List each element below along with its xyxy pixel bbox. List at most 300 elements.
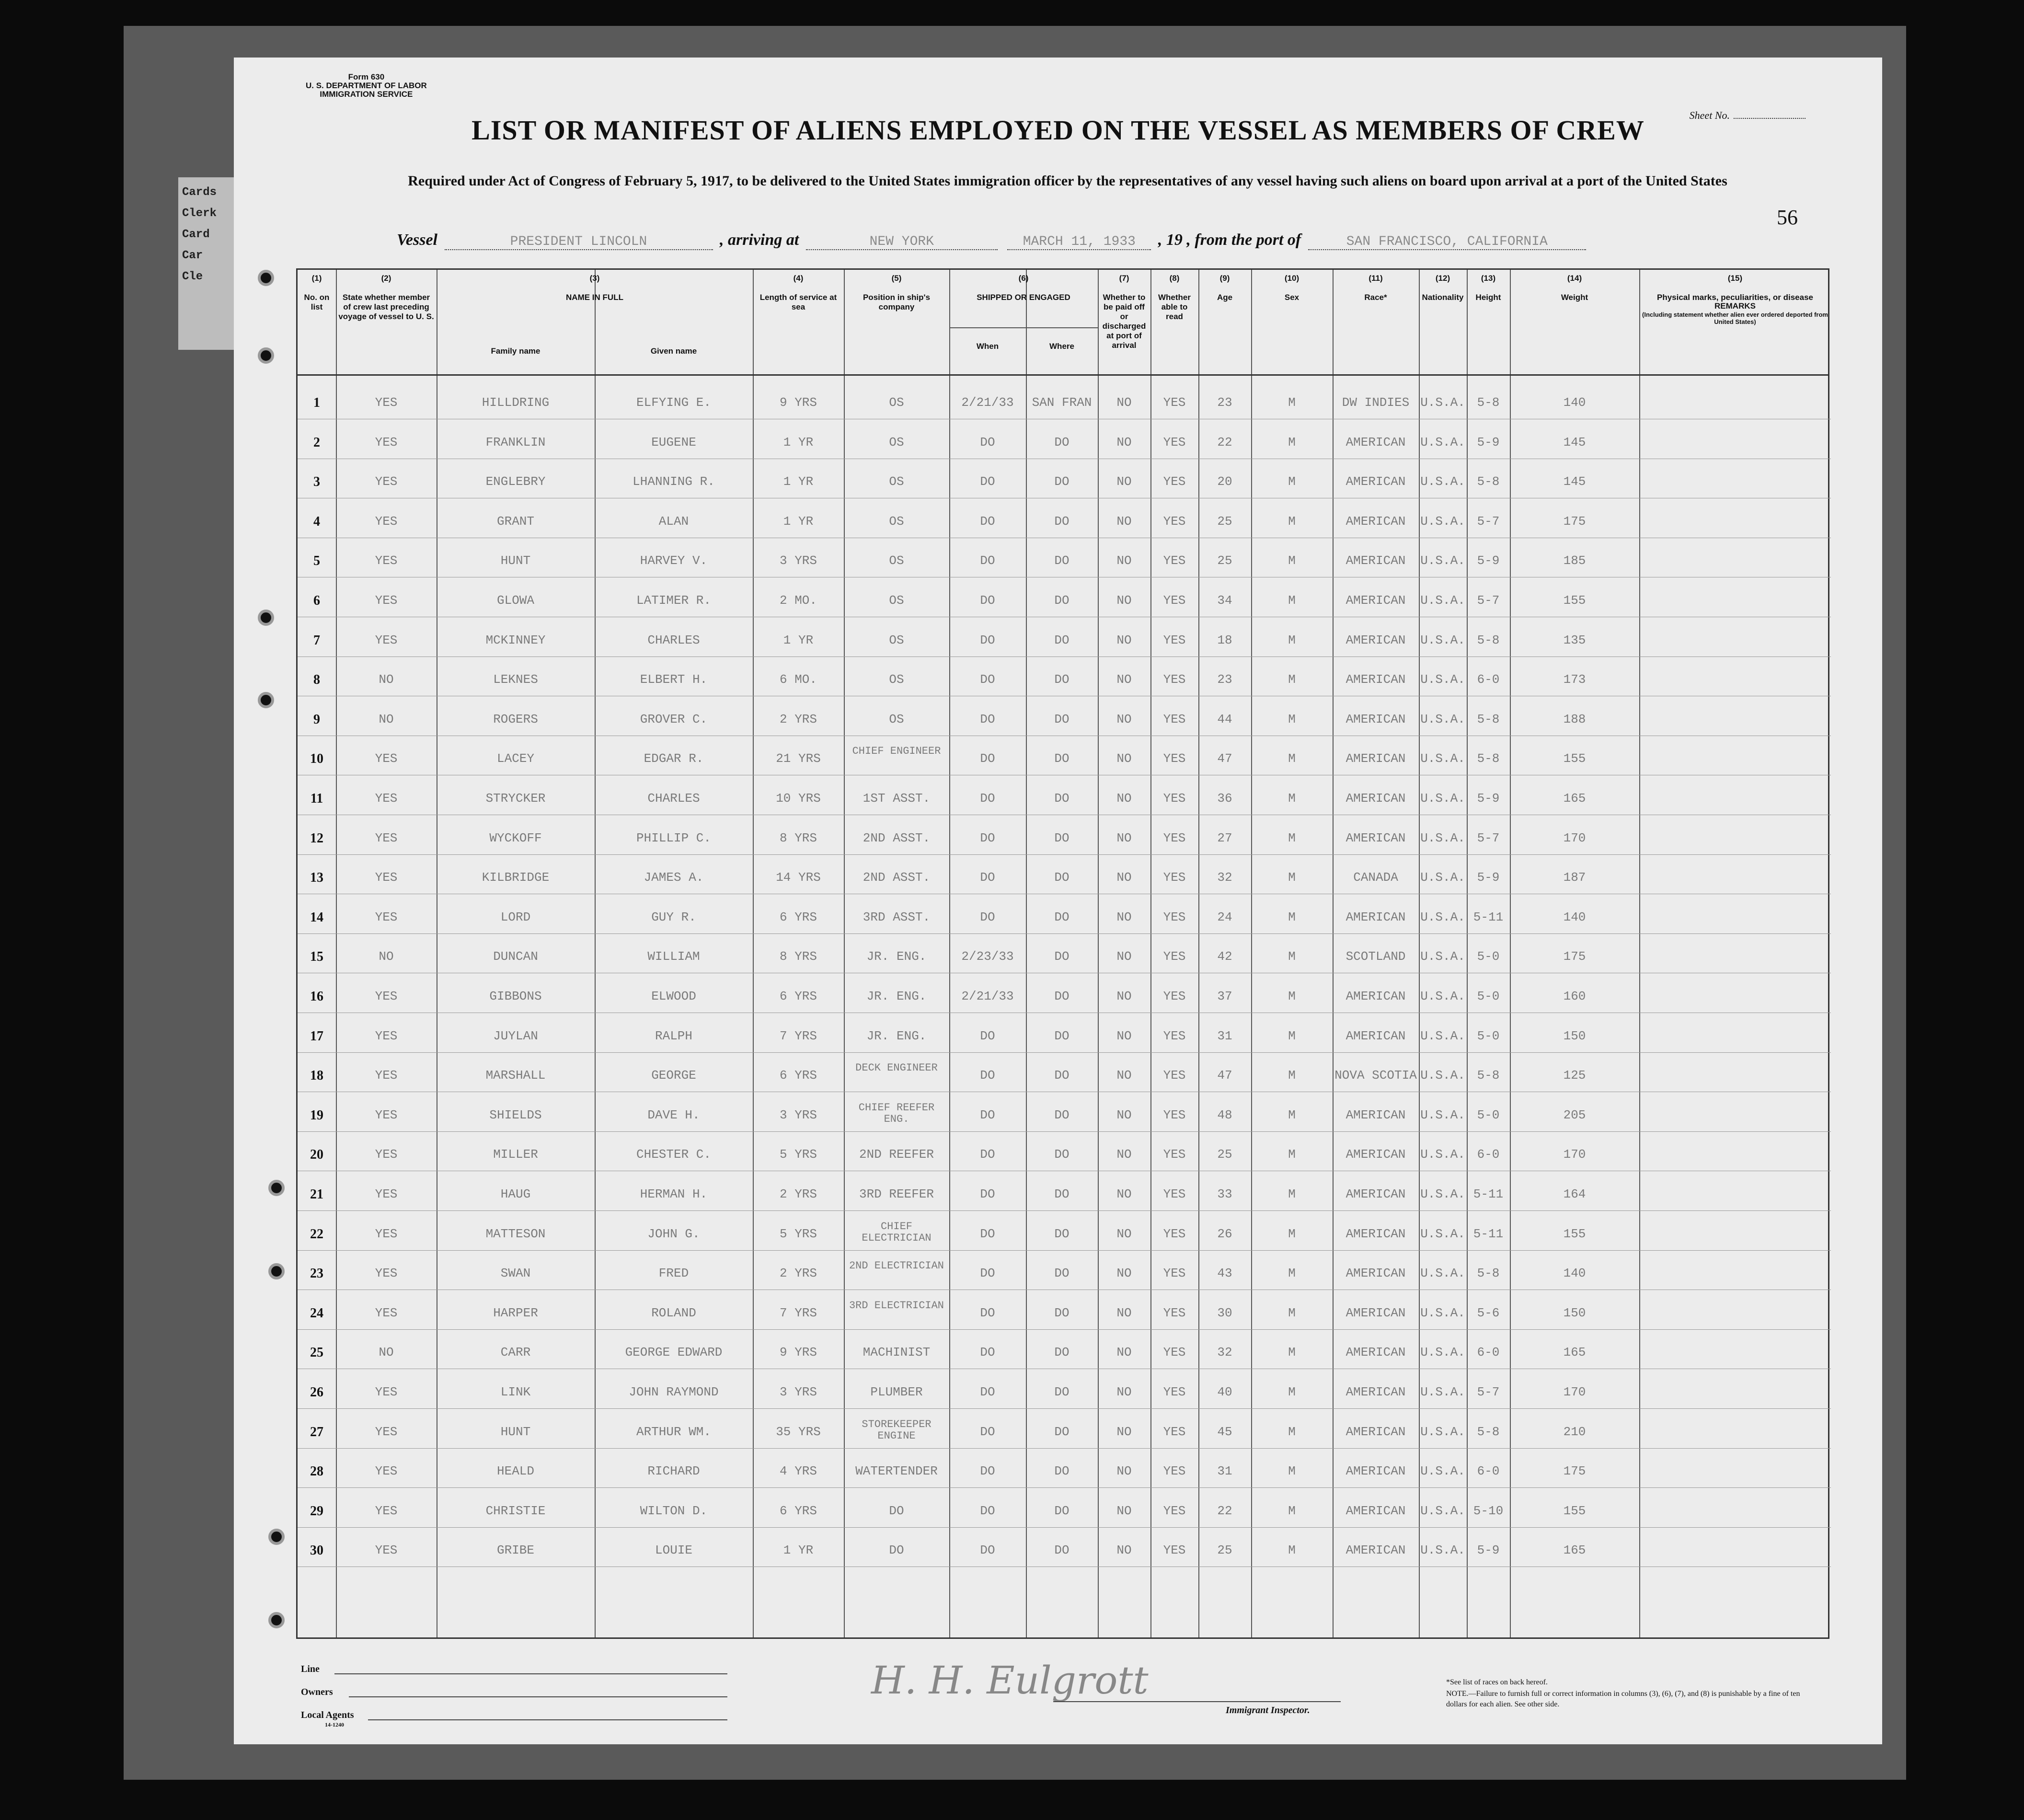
cell-family: MILLER	[493, 1147, 538, 1162]
cell-age: 23	[1217, 672, 1232, 687]
cell-when: DO	[980, 1424, 995, 1439]
cell-prev: YES	[375, 751, 398, 766]
cell-read: YES	[1163, 1187, 1186, 1201]
cell-prev: YES	[375, 1266, 398, 1281]
column-number: (10)	[1284, 274, 1300, 283]
remarks-title: REMARKS	[1714, 301, 1756, 311]
cell-age: 33	[1217, 1187, 1232, 1201]
table-row	[298, 1053, 1831, 1092]
table-row	[298, 1251, 1831, 1290]
cell-family: MARSHALL	[485, 1068, 546, 1083]
table-row	[298, 855, 1831, 894]
cell-prev: YES	[375, 1305, 398, 1320]
cell-age: 42	[1217, 949, 1232, 964]
cell-nat: U.S.A.	[1420, 1305, 1465, 1320]
cell-weight: 173	[1563, 672, 1586, 687]
table-row	[298, 618, 1831, 657]
column-number: (9)	[1219, 274, 1230, 283]
cell-read: YES	[1163, 1385, 1186, 1399]
cell-family: FRANKLIN	[485, 435, 546, 449]
cell-position: OS	[889, 553, 904, 568]
cell-nat: U.S.A.	[1420, 633, 1465, 647]
table-row	[298, 538, 1831, 577]
cell-where: DO	[1054, 514, 1070, 529]
cell-where: DO	[1054, 870, 1070, 885]
column-title: Whether able to read	[1158, 293, 1191, 321]
cell-weight: 170	[1563, 830, 1586, 845]
column-subheader: When	[976, 342, 999, 351]
binder-hole	[268, 1529, 285, 1545]
form-header-line: IMMIGRATION SERVICE	[320, 90, 413, 99]
from-label: , from the port of	[1186, 231, 1301, 249]
cell-read: YES	[1163, 395, 1186, 410]
cell-height: 6-0	[1477, 1464, 1500, 1479]
cell-no: 14	[310, 910, 323, 925]
cell-weight: 170	[1563, 1385, 1586, 1399]
cell-service: 1 YR	[783, 474, 814, 489]
cell-sex: M	[1288, 395, 1296, 410]
cell-height: 5-7	[1477, 593, 1500, 608]
cell-no: 24	[310, 1305, 323, 1321]
cell-read: YES	[1163, 1345, 1186, 1360]
cell-sex: M	[1288, 1543, 1296, 1558]
cell-weight: 210	[1563, 1424, 1586, 1439]
cell-height: 5-7	[1477, 830, 1500, 845]
cell-paid: NO	[1116, 1464, 1132, 1479]
cell-sex: M	[1288, 989, 1296, 1003]
column-number: (7)	[1119, 274, 1129, 283]
cell-prev: YES	[375, 870, 398, 885]
cell-family: MCKINNEY	[485, 633, 546, 647]
cell-when: 2/21/33	[961, 395, 1014, 410]
cell-when: DO	[980, 1345, 995, 1360]
inspector-signature: H. H. Eulgrott	[871, 1658, 1149, 1703]
cell-prev: NO	[379, 672, 394, 687]
cell-sex: M	[1288, 1187, 1296, 1201]
crew-table	[296, 268, 1829, 1639]
page-title: LIST OR MANIFEST OF ALIENS EMPLOYED ON THE VESSEL AS MEMBERS OF CREW	[472, 115, 1644, 146]
cell-given: ELWOOD	[651, 989, 696, 1003]
cell-position: CHIEF ELECTRICIAN	[862, 1220, 932, 1244]
cell-sex: M	[1288, 949, 1296, 964]
cell-weight: 205	[1563, 1107, 1586, 1122]
column-header	[1469, 274, 1508, 302]
cell-weight: 188	[1563, 712, 1586, 726]
table-row	[298, 1330, 1831, 1369]
cell-family: MATTESON	[485, 1226, 546, 1241]
cell-race: AMERICAN	[1346, 791, 1406, 806]
cell-nat: U.S.A.	[1420, 830, 1465, 845]
cell-where: DO	[1054, 1464, 1070, 1479]
cell-no: 22	[310, 1226, 323, 1242]
cell-height: 5-7	[1477, 514, 1500, 529]
cell-prev: YES	[375, 633, 398, 647]
cell-where: DO	[1054, 553, 1070, 568]
cell-given: GEORGE EDWARD	[625, 1345, 723, 1360]
cell-weight: 155	[1563, 1226, 1586, 1241]
cell-race: AMERICAN	[1346, 1187, 1406, 1201]
cell-read: YES	[1163, 1028, 1186, 1043]
cell-given: HARVEY V.	[640, 553, 708, 568]
column-title: Race*	[1364, 293, 1387, 302]
cell-family: KILBRIDGE	[482, 870, 550, 885]
cell-read: YES	[1163, 1068, 1186, 1083]
side-card-line: Clerk	[182, 207, 217, 220]
cell-paid: NO	[1116, 830, 1132, 845]
manifest-sheet	[234, 58, 1882, 1744]
side-card-line: Cards	[182, 186, 217, 199]
cell-read: YES	[1163, 1543, 1186, 1558]
cell-race: NOVA SCOTIA	[1334, 1068, 1417, 1083]
column-title: NAME IN FULL	[566, 293, 623, 302]
cell-where: DO	[1054, 989, 1070, 1003]
cell-service: 5 YRS	[779, 1147, 817, 1162]
cell-when: DO	[980, 1464, 995, 1479]
column-title: Age	[1217, 293, 1233, 302]
cell-where: DO	[1054, 1345, 1070, 1360]
table-row	[298, 1211, 1831, 1251]
cell-when: DO	[980, 553, 995, 568]
cell-where: DO	[1054, 1187, 1070, 1201]
table-row	[298, 974, 1831, 1013]
cell-when: DO	[980, 633, 995, 647]
cell-weight: 140	[1563, 910, 1586, 924]
cell-family: GRIBE	[496, 1543, 534, 1558]
cell-weight: 165	[1563, 1345, 1586, 1360]
cell-read: YES	[1163, 910, 1186, 924]
cell-where: DO	[1054, 1385, 1070, 1399]
cell-weight: 155	[1563, 593, 1586, 608]
cell-weight: 175	[1563, 949, 1586, 964]
column-number: (13)	[1481, 274, 1496, 283]
cell-race: AMERICAN	[1346, 633, 1406, 647]
cell-prev: YES	[375, 1503, 398, 1518]
cell-weight: 145	[1563, 474, 1586, 489]
table-row	[298, 736, 1831, 775]
cell-race: AMERICAN	[1346, 1345, 1406, 1360]
cell-sex: M	[1288, 1385, 1296, 1399]
cell-position: PLUMBER	[870, 1385, 923, 1399]
cell-position: 3RD ASST.	[862, 910, 931, 924]
cell-read: YES	[1163, 633, 1186, 647]
cell-height: 5-11	[1473, 1226, 1504, 1241]
cell-weight: 150	[1563, 1305, 1586, 1320]
cell-nat: U.S.A.	[1420, 1107, 1465, 1122]
cell-nat: U.S.A.	[1420, 435, 1465, 449]
cell-service: 7 YRS	[779, 1028, 817, 1043]
cell-nat: U.S.A.	[1420, 751, 1465, 766]
cell-position: JR. ENG.	[866, 989, 927, 1003]
cell-where: DO	[1054, 435, 1070, 449]
column-subheader: Where	[1049, 342, 1074, 351]
cell-family: GLOWA	[496, 593, 534, 608]
cell-position: 2ND ASST.	[862, 830, 931, 845]
cell-nat: U.S.A.	[1420, 593, 1465, 608]
cell-family: GIBBONS	[489, 989, 542, 1003]
cell-position: OS	[889, 633, 904, 647]
cell-paid: NO	[1116, 514, 1132, 529]
table-row	[298, 578, 1831, 617]
cell-where: DO	[1054, 712, 1070, 726]
cell-paid: NO	[1116, 989, 1132, 1003]
cell-service: 3 YRS	[779, 1385, 817, 1399]
cell-service: 1 YR	[783, 633, 814, 647]
cell-service: 1 YR	[783, 435, 814, 449]
cell-read: YES	[1163, 553, 1186, 568]
subheader-divider	[949, 327, 1098, 328]
column-title: Length of service at sea	[759, 293, 837, 311]
from-port: SAN FRANCISCO, CALIFORNIA	[1308, 234, 1586, 250]
cell-when: DO	[980, 1385, 995, 1399]
cell-family: LORD	[500, 910, 531, 924]
cell-given: PHILLIP C.	[636, 830, 712, 845]
line-label: Line	[301, 1664, 320, 1674]
cell-height: 5-8	[1477, 1424, 1500, 1439]
cell-position: OS	[889, 395, 904, 410]
cell-no: 7	[313, 633, 320, 648]
cell-sex: M	[1288, 1028, 1296, 1043]
cell-family: WYCKOFF	[489, 830, 542, 845]
cell-nat: U.S.A.	[1420, 1424, 1465, 1439]
cell-when: DO	[980, 712, 995, 726]
cell-nat: U.S.A.	[1420, 672, 1465, 687]
cell-sex: M	[1288, 672, 1296, 687]
cell-age: 34	[1217, 593, 1232, 608]
cell-position: 2ND ELECTRICIAN	[849, 1260, 944, 1272]
cell-height: 5-0	[1477, 949, 1500, 964]
cell-where: DO	[1054, 949, 1070, 964]
cell-read: YES	[1163, 514, 1186, 529]
cell-where: DO	[1054, 830, 1070, 845]
cell-when: 2/21/33	[961, 989, 1014, 1003]
cell-when: DO	[980, 910, 995, 924]
cell-no: 2	[313, 435, 320, 450]
table-row	[298, 1528, 1831, 1567]
cell-read: YES	[1163, 751, 1186, 766]
cell-paid: NO	[1116, 1068, 1132, 1083]
cell-where: DO	[1054, 791, 1070, 806]
cell-paid: NO	[1116, 395, 1132, 410]
column-header	[1152, 274, 1196, 322]
column-subheader: Given name	[650, 346, 697, 356]
form-header	[306, 73, 427, 99]
cell-given: EUGENE	[651, 435, 696, 449]
cell-sex: M	[1288, 1424, 1296, 1439]
cell-weight: 160	[1563, 989, 1586, 1003]
cell-nat: U.S.A.	[1420, 949, 1465, 964]
cell-paid: NO	[1116, 1305, 1132, 1320]
cell-read: YES	[1163, 1147, 1186, 1162]
cell-position: OS	[889, 712, 904, 726]
cell-prev: YES	[375, 474, 398, 489]
cell-nat: U.S.A.	[1420, 712, 1465, 726]
column-number: (2)	[381, 274, 391, 283]
cell-nat: U.S.A.	[1420, 870, 1465, 885]
cell-height: 5-9	[1477, 791, 1500, 806]
cell-when: DO	[980, 1068, 995, 1083]
races-note: *See list of races on back hereof.	[1446, 1678, 1548, 1686]
cell-height: 5-0	[1477, 1107, 1500, 1122]
binder-hole	[268, 1263, 285, 1279]
cell-when: DO	[980, 1305, 995, 1320]
cell-no: 29	[310, 1503, 323, 1519]
cell-sex: M	[1288, 1503, 1296, 1518]
cell-prev: YES	[375, 1028, 398, 1043]
cell-where: DO	[1054, 593, 1070, 608]
cell-prev: YES	[375, 395, 398, 410]
column-title: Sex	[1284, 293, 1300, 302]
cell-service: 1 YR	[783, 1543, 814, 1558]
cell-family: GRANT	[496, 514, 534, 529]
cell-when: DO	[980, 1187, 995, 1201]
cell-height: 5-8	[1477, 474, 1500, 489]
cell-position: OS	[889, 435, 904, 449]
inspector-label: Immigrant Inspector.	[1226, 1705, 1310, 1716]
cell-sex: M	[1288, 910, 1296, 924]
cell-age: 26	[1217, 1226, 1232, 1241]
binder-hole	[268, 1612, 285, 1628]
side-card-line: Card	[182, 228, 210, 241]
table-row	[298, 657, 1831, 696]
cell-paid: NO	[1116, 1107, 1132, 1122]
arriving-label: , arriving at	[720, 231, 799, 249]
cell-prev: YES	[375, 1068, 398, 1083]
column-header	[299, 274, 334, 312]
cell-height: 5-8	[1477, 1266, 1500, 1281]
cell-family: HEALD	[496, 1464, 534, 1479]
cell-race: AMERICAN	[1346, 1305, 1406, 1320]
cell-race: AMERICAN	[1346, 593, 1406, 608]
cell-sex: M	[1288, 1345, 1296, 1360]
cell-weight: 165	[1563, 791, 1586, 806]
cell-sex: M	[1288, 1305, 1296, 1320]
cell-family: HUNT	[500, 1424, 531, 1439]
cell-position: 2ND ASST.	[862, 870, 931, 885]
cell-given: ALAN	[658, 514, 689, 529]
cell-nat: U.S.A.	[1420, 1147, 1465, 1162]
table-row	[298, 499, 1831, 538]
cell-age: 47	[1217, 1068, 1232, 1083]
table-row	[298, 1093, 1831, 1132]
cell-family: STRYCKER	[485, 791, 546, 806]
cell-service: 6 YRS	[779, 1503, 817, 1518]
cell-no: 17	[310, 1028, 323, 1044]
footer	[296, 1639, 1829, 1735]
cell-nat: U.S.A.	[1420, 1187, 1465, 1201]
cell-position: JR. ENG.	[866, 1028, 927, 1043]
cell-service: 9 YRS	[779, 1345, 817, 1360]
cell-when: DO	[980, 1147, 995, 1162]
cell-height: 5-8	[1477, 633, 1500, 647]
cell-age: 37	[1217, 989, 1232, 1003]
cell-when: DO	[980, 870, 995, 885]
column-title: Position in ship's company	[862, 293, 931, 311]
cell-service: 14 YRS	[776, 870, 821, 885]
binder-hole	[258, 347, 274, 364]
cell-height: 5-0	[1477, 1028, 1500, 1043]
cell-paid: NO	[1116, 791, 1132, 806]
column-title: Whether to be paid off or discharged at port of arrival	[1102, 293, 1146, 350]
cell-race: AMERICAN	[1346, 1028, 1406, 1043]
page-number: 56	[1777, 206, 1798, 229]
cell-prev: YES	[375, 1424, 398, 1439]
column-number: (5)	[891, 274, 902, 283]
cell-given: RICHARD	[647, 1464, 700, 1479]
cell-nat: U.S.A.	[1420, 910, 1465, 924]
cell-nat: U.S.A.	[1420, 1028, 1465, 1043]
table-row	[298, 1132, 1831, 1171]
cell-age: 32	[1217, 1345, 1232, 1360]
cell-nat: U.S.A.	[1420, 989, 1465, 1003]
binder-hole	[268, 1180, 285, 1196]
agents-label: Local Agents	[301, 1710, 354, 1720]
cell-nat: U.S.A.	[1420, 1266, 1465, 1281]
cell-where: DO	[1054, 1107, 1070, 1122]
cell-no: 30	[310, 1543, 323, 1558]
cell-service: 6 YRS	[779, 910, 817, 924]
cell-prev: YES	[375, 1226, 398, 1241]
cell-given: JOHN RAYMOND	[629, 1385, 719, 1399]
cell-position: MACHINIST	[862, 1345, 931, 1360]
cell-given: GUY R.	[651, 910, 696, 924]
cell-given: JOHN G.	[647, 1226, 700, 1241]
column-title: No. on list	[304, 293, 330, 311]
cell-race: AMERICAN	[1346, 830, 1406, 845]
column-number: (4)	[793, 274, 804, 283]
cell-paid: NO	[1116, 474, 1132, 489]
vessel-line	[397, 231, 1589, 250]
side-card-line: Car	[182, 249, 203, 262]
cell-read: YES	[1163, 1226, 1186, 1241]
cell-paid: NO	[1116, 593, 1132, 608]
cell-prev: YES	[375, 553, 398, 568]
cell-prev: YES	[375, 910, 398, 924]
cell-when: 2/23/33	[961, 949, 1014, 964]
cell-read: YES	[1163, 474, 1186, 489]
cell-service: 3 YRS	[779, 1107, 817, 1122]
cell-height: 5-8	[1477, 712, 1500, 726]
cell-prev: NO	[379, 712, 394, 726]
cell-height: 5-10	[1473, 1503, 1504, 1518]
cell-race: AMERICAN	[1346, 1226, 1406, 1241]
cell-given: CHARLES	[647, 791, 700, 806]
cell-nat: U.S.A.	[1420, 1226, 1465, 1241]
vessel-label: Vessel	[397, 231, 437, 249]
cell-where: DO	[1054, 474, 1070, 489]
column-header	[1100, 274, 1149, 350]
column-title: Physical marks, peculiarities, or disease	[1656, 293, 1813, 302]
cell-sex: M	[1288, 1107, 1296, 1122]
cell-when: DO	[980, 435, 995, 449]
cell-service: 9 YRS	[779, 395, 817, 410]
cell-height: 5-9	[1477, 435, 1500, 449]
cell-sex: M	[1288, 1266, 1296, 1281]
cell-race: AMERICAN	[1346, 1147, 1406, 1162]
cell-no: 28	[310, 1464, 323, 1479]
cell-height: 5-11	[1473, 910, 1504, 924]
cell-height: 5-0	[1477, 989, 1500, 1003]
cell-family: DUNCAN	[493, 949, 538, 964]
column-header	[438, 274, 751, 302]
cell-sex: M	[1288, 1147, 1296, 1162]
cell-position: OS	[889, 474, 904, 489]
cell-given: ELFYING E.	[636, 395, 712, 410]
cell-service: 3 YRS	[779, 553, 817, 568]
binder-hole	[258, 270, 274, 286]
cell-position: WATERTENDER	[855, 1464, 938, 1479]
cell-family: SWAN	[500, 1266, 531, 1281]
cell-sex: M	[1288, 751, 1296, 766]
